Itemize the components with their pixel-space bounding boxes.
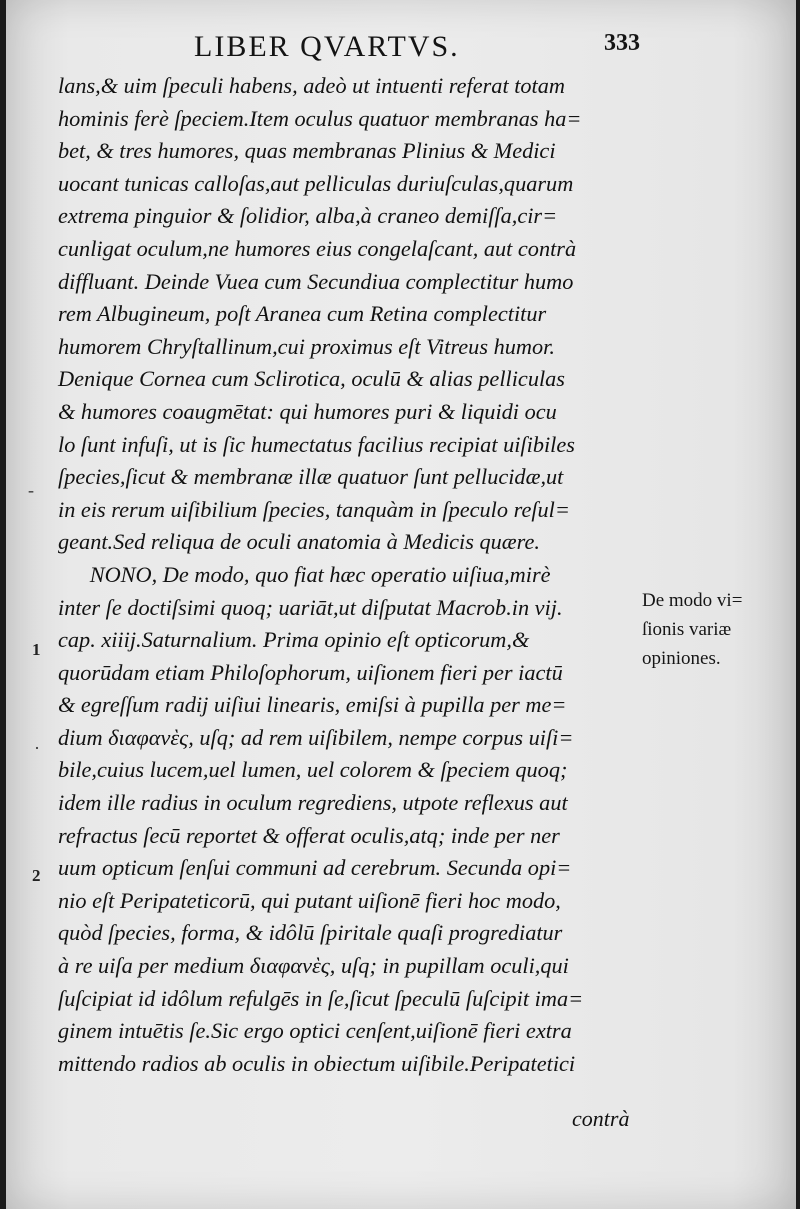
text-line: nio eſt Peripateticorū, qui putant uiſionē fieri hoc modo,	[58, 887, 561, 913]
line-marker-1: 1	[32, 640, 41, 659]
text-line: cap. xiiij.Saturnalium. Prima opinio eſt opticorum,&	[58, 627, 530, 653]
text-line: NONO, De modo, quo fiat hæc operatio uiſiua,mirè	[89, 561, 551, 587]
body-text	[58, 70, 638, 1080]
text-line: Denique Cornea cum Sclirotica, oculū & alias pelliculas	[58, 366, 565, 392]
margin-note-line: opiniones.	[642, 648, 721, 669]
text-line: bile,cuius lucem,uel lumen, uel colorem & ſpeciem quoq;	[58, 757, 568, 783]
text-line: à re uiſa per medium διαφανὲς, uſq; in pupillam oculi,qui	[58, 953, 569, 979]
text-line: in eis rerum uiſibilium ſpecies, tanquàm in ſpeculo reſul=	[58, 496, 570, 522]
text-line: quòd ſpecies, forma, & idôlū ſpiritale quaſi progrediatur	[58, 920, 563, 946]
margin-note-line: De modo vi=	[642, 590, 743, 611]
catchword: contrà	[572, 1106, 630, 1131]
text-line: extrema pinguior & ſolidior, alba,à craneo demiſſa,cir=	[58, 203, 558, 229]
text-line: bet, & tres humores, quas membranas Plinius & Medici	[58, 138, 556, 164]
text-line: ſuſcipiat id idôlum refulgēs in ſe,ſicut ſpeculū ſuſcipit ima=	[58, 985, 584, 1011]
text-line: ginem intuētis ſe.Sic ergo optici cenſent,uiſionē fieri extra	[58, 1018, 572, 1044]
text-line: geant.Sed reliqua de oculi anatomia à Medicis quære.	[58, 529, 541, 555]
text-line: & humores coaugmētat: qui humores puri & liquidi ocu	[58, 398, 557, 424]
text-line: quorūdam etiam Philoſophorum, uiſionem fieri per iactū	[58, 659, 563, 685]
ink-speck: ·	[34, 738, 40, 758]
text-line: lo ſunt infuſi, ut is ſic humectatus facilius recipiat uiſibiles	[58, 431, 575, 457]
text-line: lans,& uim ſpeculi habens, adeò ut intuenti referat totam	[58, 73, 566, 98]
text-line: dium διαφανὲς, uſq; ad rem uiſibilem, nempe corpus uiſi=	[58, 724, 574, 750]
text-line: hominis ferè ſpeciem.Item oculus quatuor membranas ha=	[58, 105, 582, 131]
margin-note	[642, 586, 792, 673]
margin-note-line: ſionis variæ	[642, 619, 732, 640]
text-line: ſpecies,ſicut & membranæ illæ quatuor ſunt pellucidæ,ut	[58, 464, 564, 490]
text-line: humorem Chryſtallinum,cui proximus eſt Vitreus humor.	[58, 333, 555, 359]
running-head: LIBER QVARTVS.	[194, 30, 460, 63]
text-line: mittendo radios ab oculis in obiectum uiſibile.Peripatetici	[58, 1050, 576, 1076]
text-line: refractus ſecū reportet & offerat oculis,atq; inde per ner	[58, 822, 560, 848]
text-line: inter ſe doctiſsimi quoq; uariāt,ut diſputat Macrob.in vij.	[58, 594, 563, 620]
text-line: diffluant. Deinde Vuea cum Secundiua complectitur humo	[58, 268, 574, 294]
text-line: rem Albugineum, poſt Aranea cum Retina complectitur	[58, 301, 547, 327]
ink-speck: -	[28, 480, 34, 500]
book-page	[6, 0, 796, 1209]
text-line: uum opticum ſenſui communi ad cerebrum. Secunda opi=	[58, 855, 572, 881]
text-line: cunligat oculum,ne humores eius congelaſcant, aut contrà	[58, 235, 577, 261]
line-marker-2: 2	[32, 866, 41, 885]
text-line: idem ille radius in oculum regrediens, utpote reflexus aut	[58, 790, 568, 816]
text-line: & egreſſum radij uiſiui linearis, emiſsi à pupilla per me=	[58, 692, 567, 718]
text-line: uocant tunicas calloſas,aut pelliculas duriuſculas,quarum	[58, 170, 574, 196]
page-number: 333	[604, 30, 640, 56]
